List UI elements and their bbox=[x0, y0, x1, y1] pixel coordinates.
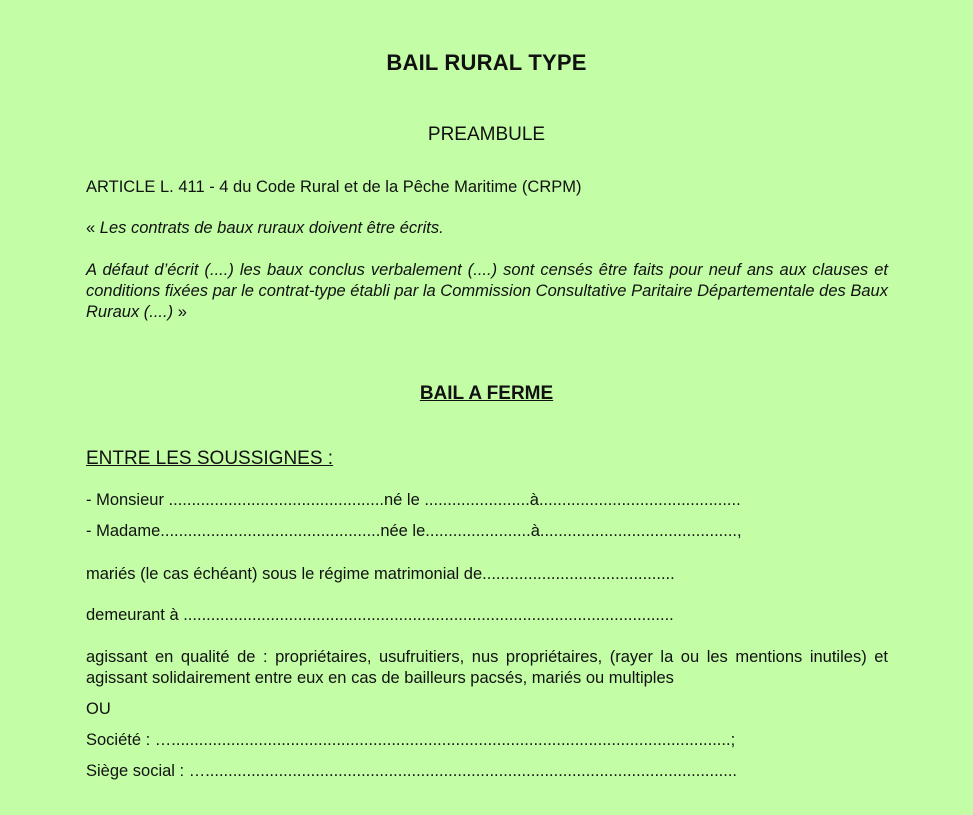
quote-line-1: Les contrats de baux ruraux doivent être écrits. bbox=[99, 219, 444, 237]
document-title: BAIL RURAL TYPE bbox=[386, 50, 587, 75]
field-agissant: agissant en qualité de : propriétaires, usufruitiers, nus propriétaires, (rayer la ou les mentions inutiles) et agissant solidairement entre eux en cas de bailleurs pacsés, mariés ou multiples bbox=[86, 648, 888, 687]
quote-paragraph-text: A défaut d’écrit (....) les baux conclus verbalement (....) sont censés être faits pour neuf ans aux clauses et conditions fixées par le contrat-type établi par la Commission Consultative Paritaire Départementale des Baux Ruraux (....) bbox=[86, 261, 888, 321]
field-siege-social: Siège social : ….................................................................................................................... bbox=[86, 762, 737, 780]
field-madame: - Madame................................................née le.......................à..........................................., bbox=[86, 522, 742, 540]
quote-paragraph bbox=[86, 260, 888, 323]
article-reference: ARTICLE L. 411 - 4 du Code Rural et de la Pêche Maritime (CRPM) bbox=[86, 178, 582, 196]
parties-heading-row bbox=[86, 448, 888, 470]
field-demeurant: demeurant à ........................................................................................................... bbox=[86, 606, 674, 624]
field-ou: OU bbox=[86, 700, 111, 718]
parties-heading: ENTRE LES SOUSSIGNES : bbox=[86, 448, 334, 469]
section-heading: BAIL A FERME bbox=[419, 383, 554, 404]
field-regime: mariés (le cas échéant) sous le régime matrimonial de.......................................... bbox=[86, 565, 675, 583]
preamble-heading: PREAMBULE bbox=[427, 124, 546, 145]
quote-first-line bbox=[86, 218, 888, 239]
quote-close-mark: » bbox=[173, 303, 187, 321]
field-monsieur: - Monsieur ...............................................né le .......................à............................................ bbox=[86, 491, 741, 509]
quote-open-mark: « bbox=[86, 219, 100, 237]
field-societe: Société : …..........................................................................................................................; bbox=[86, 731, 736, 749]
